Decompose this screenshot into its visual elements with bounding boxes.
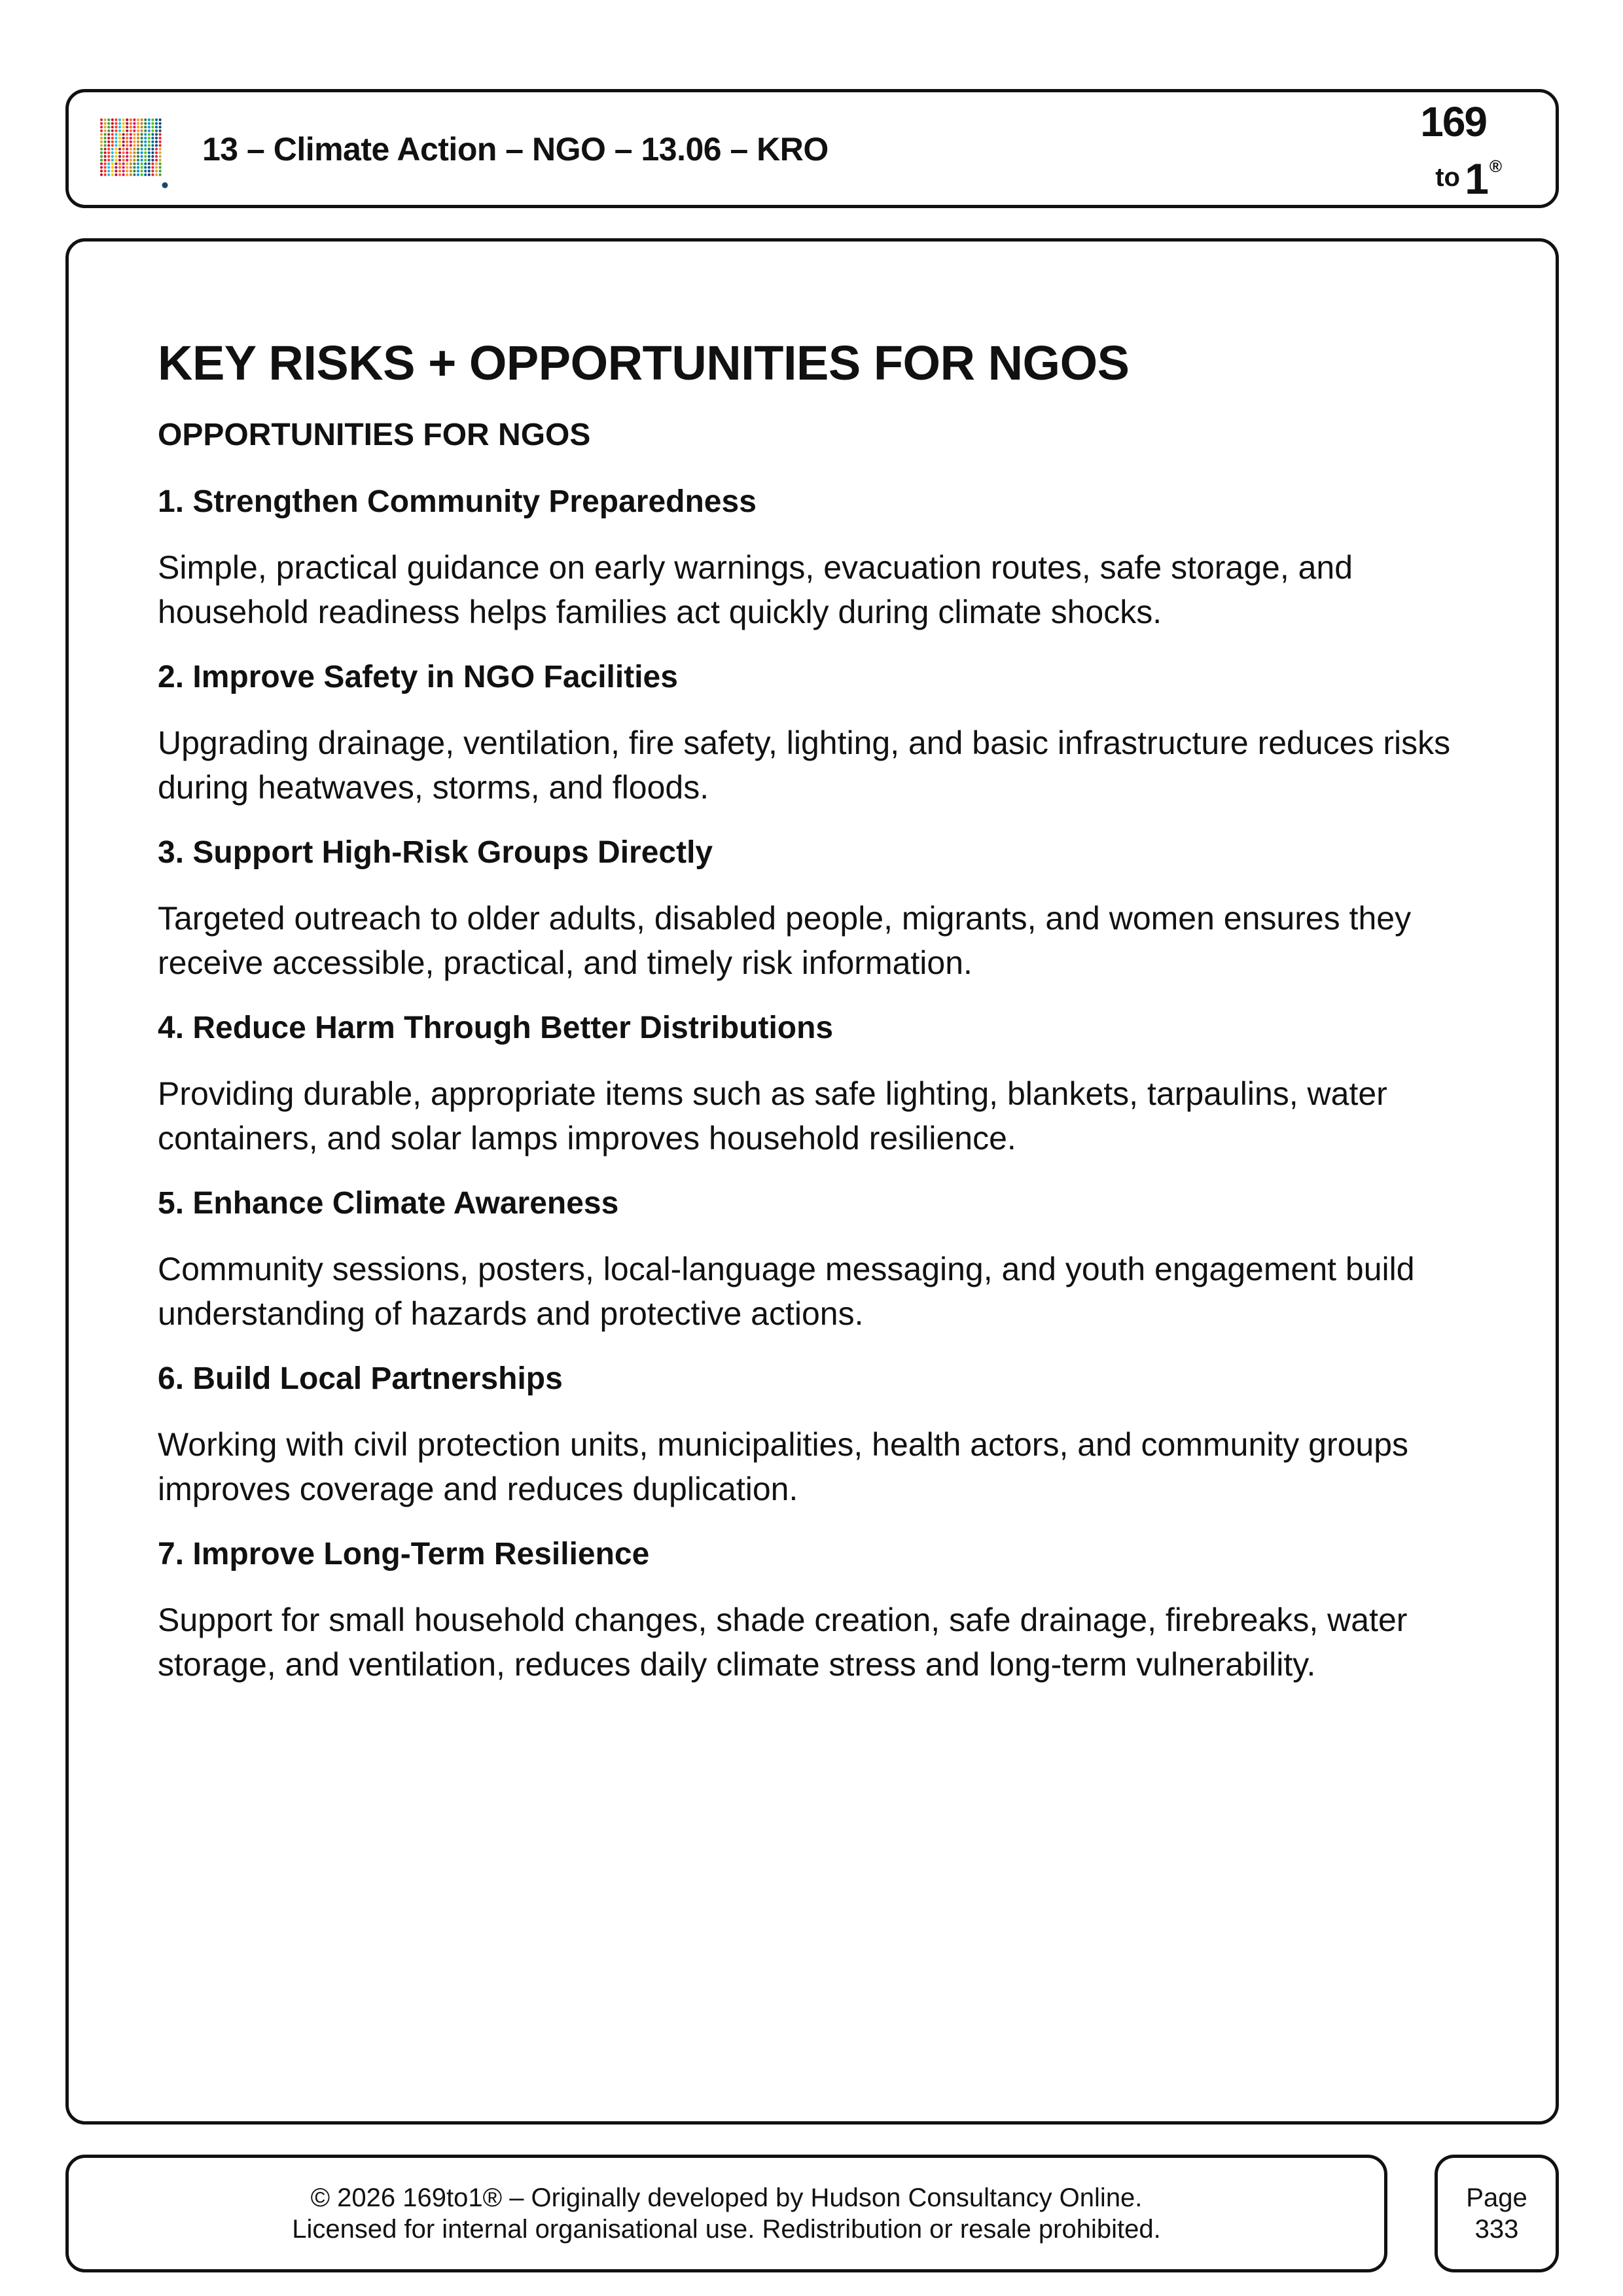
brand-one: 1 (1465, 154, 1489, 203)
page-number: 333 (1474, 2215, 1519, 2244)
footer-license (65, 2155, 1387, 2272)
page-indicator (1438, 2182, 1556, 2245)
opportunity-body: Providing durable, appropriate items such as safe lighting, blankets, tarpaulins, water containers, and solar lamps improves household resilience. (158, 1075, 1387, 1157)
content-body (158, 331, 1486, 1687)
page-header (65, 89, 1559, 208)
opportunity-item (158, 829, 1486, 985)
license-line-2: Licensed for internal organisational use. Redistribution or resale prohibited. (292, 2215, 1161, 2244)
opportunity-title: 5. Enhance Climate Awareness (158, 1186, 619, 1221)
opportunity-body: Support for small household changes, shade creation, safe drainage, firebreaks, water storage, and ventilation, reduces daily climate stress and long-term vulnerability. (158, 1602, 1408, 1683)
document-heading: KEY RISKS + OPPORTUNITIES FOR NGOS (158, 336, 1130, 390)
footer-page-number (1435, 2155, 1559, 2272)
section-heading: OPPORTUNITIES FOR NGOS (158, 418, 591, 452)
brand-number: 169 (1420, 98, 1486, 145)
opportunity-item (158, 1531, 1486, 1687)
opportunity-body: Simple, practical guidance on early warnings, evacuation routes, safe storage, and household readiness helps families act quickly during climate shocks. (158, 549, 1353, 630)
opportunity-body: Upgrading drainage, ventilation, fire safety, lighting, and basic infrastructure reduces risks during heatwaves, storms, and floods. (158, 725, 1451, 806)
main-content-panel (65, 238, 1559, 2125)
opportunity-title: 6. Build Local Partnerships (158, 1361, 563, 1396)
sdg-grid-logo-icon (99, 117, 168, 189)
page-label: Page (1466, 2183, 1527, 2212)
opportunity-title: 1. Strengthen Community Preparedness (158, 484, 757, 519)
opportunity-item (158, 478, 1486, 634)
license-line-1: © 2026 169to1® – Originally developed by Hudson Consultancy Online. (310, 2183, 1143, 2212)
brand-to: to (1435, 163, 1460, 192)
opportunity-item (158, 654, 1486, 810)
header-title: 13 – Climate Action – NGO – 13.06 – KRO (202, 131, 829, 168)
opportunity-body: Working with civil protection units, municipalities, health actors, and community groups improves coverage and reduces duplication. (158, 1426, 1409, 1507)
opportunity-title: 7. Improve Long-Term Resilience (158, 1537, 650, 1571)
license-text (69, 2182, 1384, 2245)
brand-logo (1399, 98, 1503, 202)
opportunity-title: 2. Improve Safety in NGO Facilities (158, 660, 678, 694)
opportunity-item (158, 1180, 1486, 1336)
opportunity-title: 4. Reduce Harm Through Better Distributions (158, 1011, 834, 1045)
brand-registered-mark: ® (1489, 156, 1502, 176)
opportunity-item (158, 1005, 1486, 1160)
opportunity-body: Targeted outreach to older adults, disabled people, migrants, and women ensures they receive accessible, practical, and timely risk information. (158, 900, 1412, 981)
opportunity-item (158, 1355, 1486, 1511)
opportunity-body: Community sessions, posters, local-language messaging, and youth engagement build understanding of hazards and protective actions. (158, 1251, 1415, 1332)
opportunity-title: 3. Support High-Risk Groups Directly (158, 835, 713, 870)
